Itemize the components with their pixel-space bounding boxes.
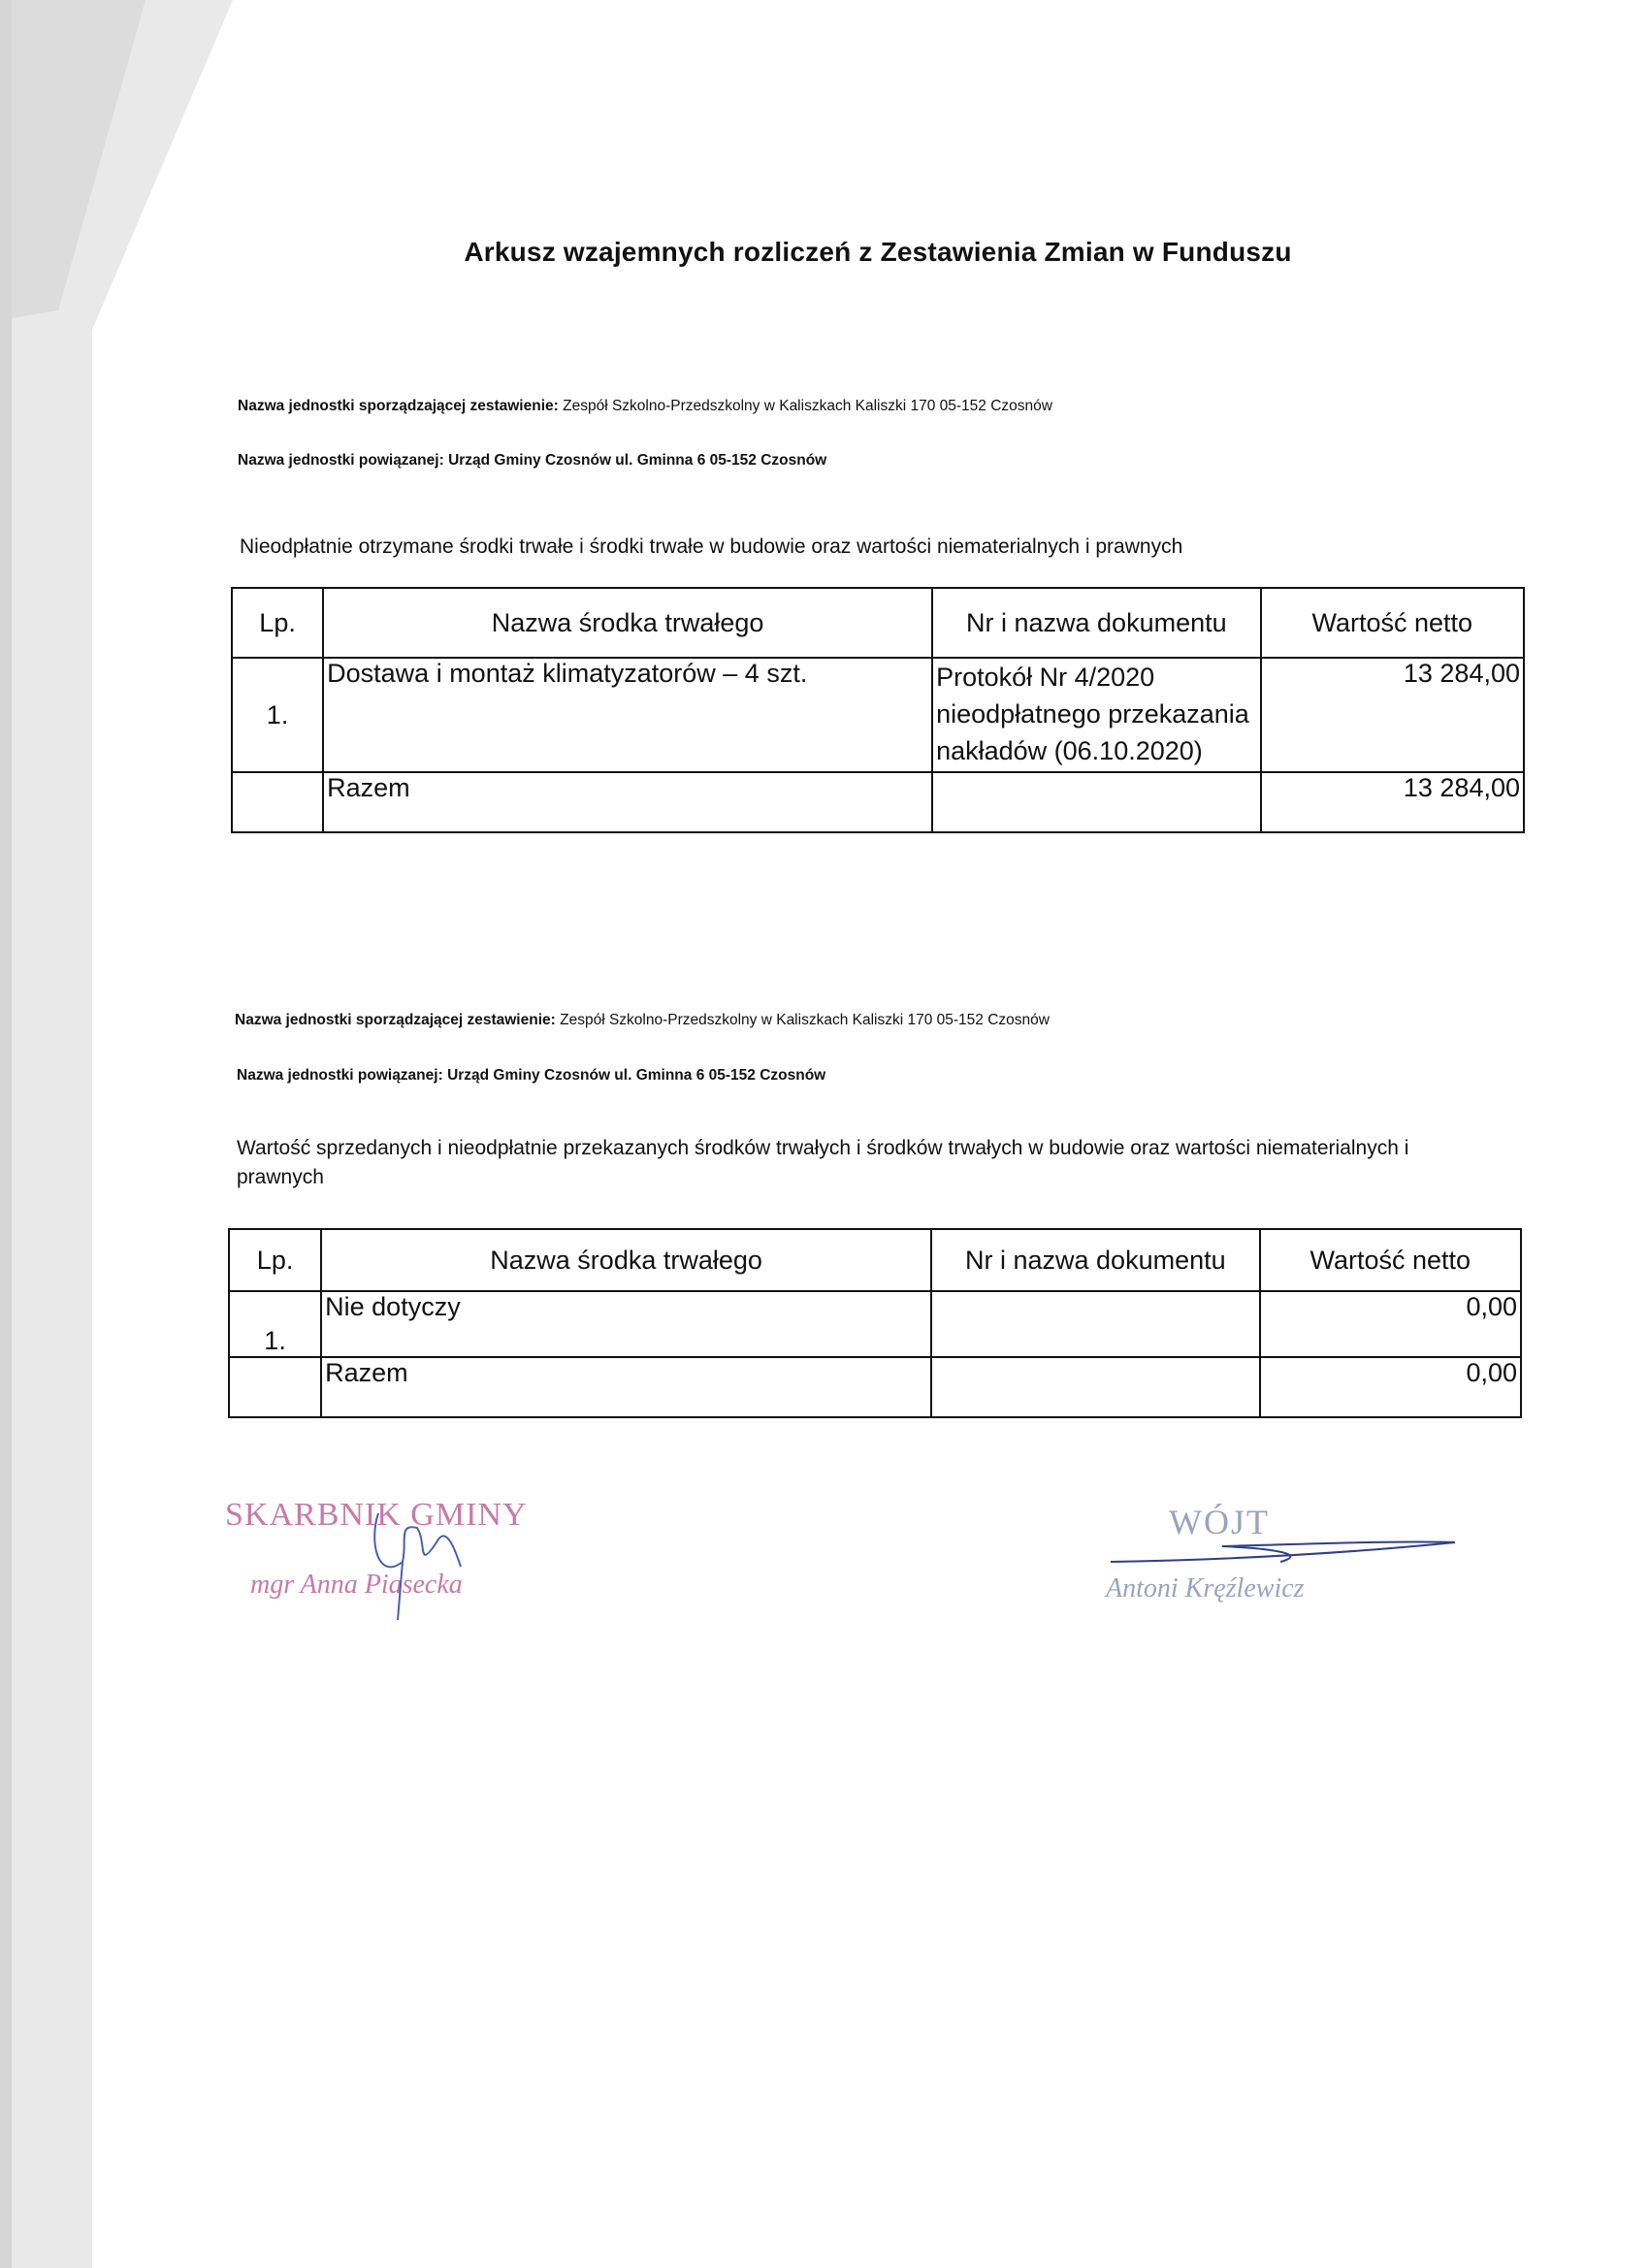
section2-unit-label: Nazwa jednostki sporządzającej zestawienie:	[235, 1012, 556, 1028]
row-lp: 1.	[232, 658, 323, 772]
section1-related-value: Urząd Gminy Czosnów ul. Gminna 6 05-152 Czosnów	[448, 452, 827, 469]
table-total-row	[229, 1357, 1521, 1417]
row-name: Nie dotyczy	[321, 1291, 931, 1357]
section2-heading: Wartość sprzedanych i nieodpłatnie przekazanych środków trwałych i środków trwałych w budowie oraz wartości niematerialnych i prawnych	[237, 1137, 1409, 1188]
section2-related-label: Nazwa jednostki powiązanej:	[237, 1067, 443, 1084]
total-label: Razem	[323, 772, 932, 832]
total-value: 13 284,00	[1261, 772, 1524, 832]
section1-unit-value: Zespół Szkolno-Przedszkolny w Kaliszkach Kaliszki 170 05-152 Czosnów	[563, 398, 1052, 414]
row-document	[931, 1291, 1260, 1357]
section2-related-line	[237, 1067, 825, 1085]
header-document: Nr i nazwa dokumentu	[931, 1229, 1260, 1291]
table-header-row	[229, 1229, 1521, 1291]
header-value: Wartość netto	[1261, 588, 1524, 658]
section2-table	[228, 1228, 1522, 1418]
total-label: Razem	[321, 1357, 931, 1417]
row-value: 0,00	[1260, 1291, 1521, 1357]
stamp-left-title: SKARBNIK GMINY	[225, 1497, 528, 1533]
header-lp: Lp.	[232, 588, 323, 658]
section1-unit-label: Nazwa jednostki sporządzającej zestawienie:	[238, 398, 559, 414]
header-name: Nazwa środka trwałego	[321, 1229, 931, 1291]
header-value: Wartość netto	[1260, 1229, 1521, 1291]
section2-unit-line	[235, 1012, 1050, 1029]
section1-unit-line	[238, 398, 1052, 415]
table-header-row	[232, 588, 1524, 658]
row-document-line2: nieodpłatnego przekazania	[936, 699, 1249, 729]
row-document-line3: nakładów (06.10.2020)	[936, 736, 1203, 765]
document-title: Arkusz wzajemnych rozliczeń z Zestawienia Zmian w Funduszu	[464, 237, 1292, 267]
total-document-empty	[932, 772, 1261, 832]
total-lp-empty	[232, 772, 323, 832]
total-document-empty	[931, 1357, 1260, 1417]
stamp-right-title: WÓJT	[1169, 1503, 1270, 1541]
header-lp: Lp.	[229, 1229, 321, 1291]
signature-left	[349, 1484, 485, 1630]
total-lp-empty	[229, 1357, 321, 1417]
table-total-row	[232, 772, 1524, 832]
section2-related-value: Urząd Gminy Czosnów ul. Gminna 6 05-152 Czosnów	[447, 1067, 826, 1084]
table-row	[232, 658, 1524, 772]
table-row	[229, 1291, 1521, 1357]
signature-right	[1106, 1523, 1465, 1571]
row-value: 13 284,00	[1261, 658, 1524, 772]
total-value: 0,00	[1260, 1357, 1521, 1417]
row-lp: 1.	[229, 1291, 321, 1357]
section1-related-line	[238, 452, 826, 470]
section1-table	[231, 587, 1525, 833]
section2-unit-value: Zespół Szkolno-Przedszkolny w Kaliszkach Kaliszki 170 05-152 Czosnów	[560, 1012, 1050, 1028]
section1-related-label: Nazwa jednostki powiązanej:	[238, 452, 444, 469]
row-document	[932, 658, 1261, 772]
row-name: Dostawa i montaż klimatyzatorów – 4 szt.	[323, 658, 932, 772]
section1-heading: Nieodpłatnie otrzymane środki trwałe i środki trwałe w budowie oraz wartości niematerialnych i prawnych	[240, 535, 1183, 558]
header-document: Nr i nazwa dokumentu	[932, 588, 1261, 658]
header-name: Nazwa środka trwałego	[323, 588, 932, 658]
stamp-left-name: mgr Anna Piasecka	[250, 1570, 463, 1600]
stamp-right-name: Antoni Kręźlewicz	[1106, 1573, 1305, 1604]
row-document-line1: Protokół Nr 4/2020	[936, 663, 1155, 692]
